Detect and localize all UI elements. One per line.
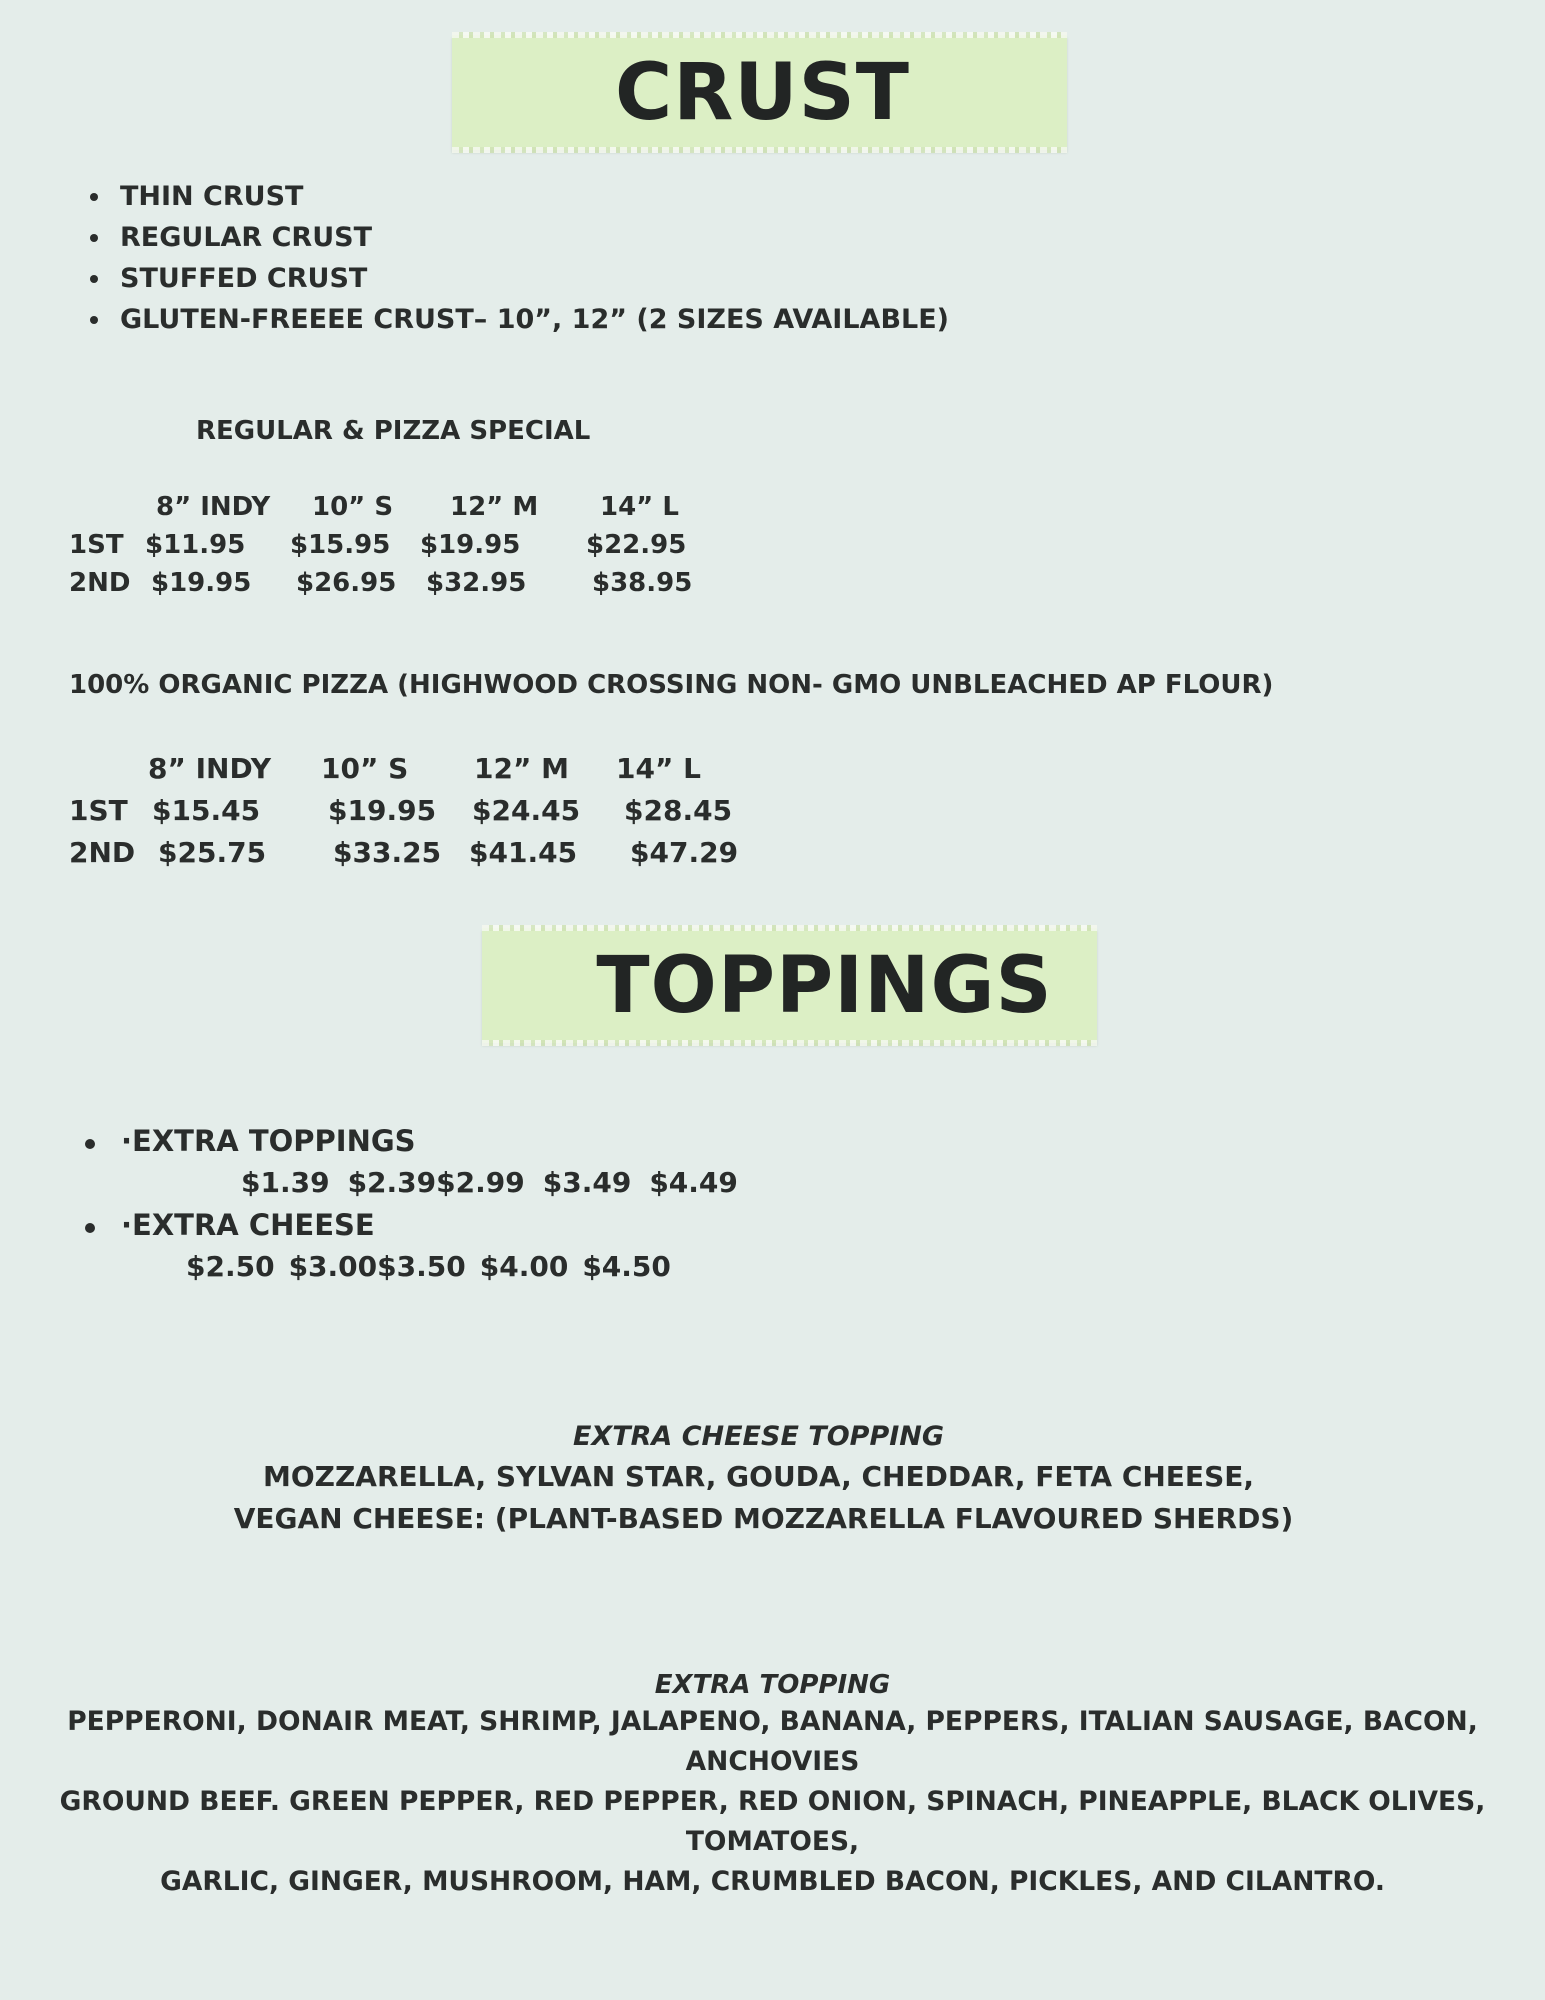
toppings-banner: [482, 928, 1097, 1043]
extra-toppings-prices: [241, 1166, 738, 1199]
regular-heading: REGULAR & PIZZA SPECIAL: [196, 416, 591, 446]
regular-price: $22.95: [586, 530, 687, 560]
regular-size-indy: 8” INDY: [156, 492, 271, 522]
regular-size-m: 12” M: [450, 492, 539, 522]
list-item: THIN CRUST: [90, 176, 949, 217]
toppings-title: TOPPINGS: [596, 940, 1053, 1031]
regular-price: $11.95: [145, 530, 246, 560]
extra-cheese-prices: [186, 1250, 671, 1283]
organic-price: $15.45: [152, 794, 261, 827]
cheese-topping-line: VEGAN CHEESE: (PLANT-BASED MOZZARELLA FLAVOURED SHERDS): [233, 1502, 1294, 1535]
organic-price: $28.45: [624, 794, 733, 827]
price: $2.50: [186, 1250, 275, 1283]
regular-price: $26.95: [296, 568, 397, 598]
organic-heading: 100% ORGANIC PIZZA (HIGHWOOD CROSSING NON- GMO UNBLEACHED AP FLOUR): [69, 670, 1274, 700]
price: $2.39: [347, 1166, 437, 1199]
price: $3.50: [377, 1250, 466, 1283]
list-item: [85, 1208, 416, 1250]
list-item: REGULAR CRUST: [90, 217, 949, 258]
regular-price: $32.95: [426, 568, 527, 598]
price: $4.50: [582, 1250, 671, 1283]
extra-topping-line: GROUND BEEF. GREEN PEPPER, RED PEPPER, RED ONION, SPINACH, PINEAPPLE, BLACK OLIVES, TOMATOES,: [59, 1786, 1486, 1857]
extra-cheese-label: ·EXTRA CHEESE: [121, 1208, 375, 1242]
organic-price: $24.45: [472, 794, 581, 827]
cheese-topping-line: MOZZARELLA, SYLVAN STAR, GOUDA, CHEDDAR, FETA CHEESE,: [263, 1460, 1254, 1493]
organic-row-label: 1ST: [69, 794, 128, 827]
regular-row-label: 1ST: [69, 530, 124, 560]
regular-price: $19.95: [151, 568, 252, 598]
organic-size-s: 10” S: [321, 752, 409, 785]
list-item: GLUTEN-FREEEE CRUST– 10”, 12” (2 SIZES AVAILABLE): [90, 299, 949, 340]
extra-topping-line: GARLIC, GINGER, MUSHROOM, HAM, CRUMBLED BACON, PICKLES, AND CILANTRO.: [160, 1866, 1385, 1897]
regular-price: $19.95: [420, 530, 521, 560]
price: $3.00: [288, 1250, 378, 1283]
regular-price: $38.95: [592, 568, 693, 598]
organic-price: $47.29: [630, 836, 739, 869]
cheese-topping-section: [0, 1418, 1545, 1540]
price: $1.39: [241, 1166, 330, 1199]
cheese-topping-heading: EXTRA CHEESE TOPPING: [572, 1421, 945, 1452]
organic-price: $25.75: [158, 836, 267, 869]
crust-list: [90, 176, 949, 340]
price: $4.49: [649, 1166, 738, 1199]
extra-topping-heading: EXTRA TOPPING: [654, 1670, 891, 1700]
extra-topping-line: PEPPERONI, DONAIR MEAT, SHRIMP, JALAPENO, BANANA, PEPPERS, ITALIAN SAUSAGE, BACON, ANCHOVIES: [67, 1706, 1478, 1777]
crust-banner: [452, 35, 1067, 150]
regular-row-label: 2ND: [69, 568, 131, 598]
organic-price: $33.25: [333, 836, 442, 869]
extra-topping-section: [0, 1668, 1545, 1902]
price: $4.00: [479, 1250, 569, 1283]
organic-price: $41.45: [469, 836, 578, 869]
extra-toppings-label: ·EXTRA TOPPINGS: [121, 1124, 416, 1158]
price: $2.99: [436, 1166, 525, 1199]
organic-size-indy: 8” INDY: [148, 752, 271, 785]
regular-price: $15.95: [290, 530, 391, 560]
organic-size-m: 12” M: [474, 752, 569, 785]
organic-price: $19.95: [328, 794, 437, 827]
list-item: STUFFED CRUST: [90, 258, 949, 299]
regular-size-s: 10” S: [312, 492, 394, 522]
regular-size-l: 14” L: [600, 492, 679, 522]
price: $3.49: [542, 1166, 632, 1199]
list-item: [85, 1124, 416, 1166]
organic-size-l: 14” L: [616, 752, 701, 785]
crust-title: CRUST: [614, 47, 911, 138]
organic-row-label: 2ND: [69, 836, 136, 869]
